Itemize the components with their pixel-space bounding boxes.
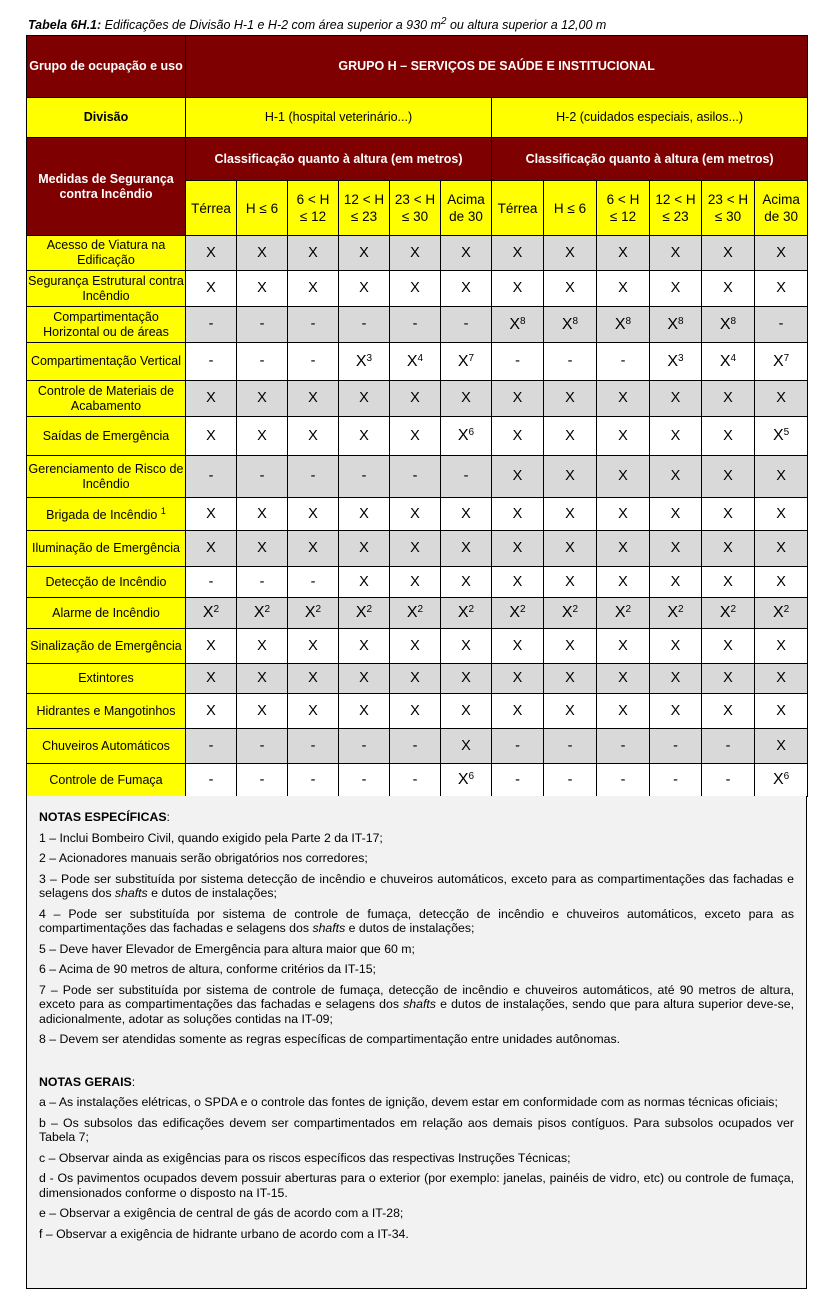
height-class-row <box>27 138 808 181</box>
height-column-header: 6 < H ≤ 12 <box>288 181 339 236</box>
requirement-cell: X <box>339 236 390 271</box>
measure-label: Hidrantes e Mangotinhos <box>27 694 186 729</box>
measure-label: Sinalização de Emergência <box>27 629 186 664</box>
requirement-cell: - <box>597 343 650 381</box>
requirement-cell: X <box>237 381 288 417</box>
requirement-cell: X <box>544 271 597 307</box>
requirement-cell: X <box>288 694 339 729</box>
requirement-cell: X <box>597 498 650 531</box>
requirement-cell: $X^2$ <box>237 598 288 629</box>
measure-label: Segurança Estrutural contra Incêndio <box>27 271 186 307</box>
requirement-cell: X <box>492 456 544 498</box>
requirement-cell: X <box>650 567 702 598</box>
division-h1: H-1 (hospital veterinário...) <box>186 98 492 138</box>
measure-label: Chuveiros Automáticos <box>27 729 186 764</box>
requirement-cell: - <box>186 729 237 764</box>
requirement-cell: - <box>441 456 492 498</box>
requirement-cell: X <box>597 694 650 729</box>
requirement-cell: $X^2$ <box>441 598 492 629</box>
requirement-cell: - <box>237 567 288 598</box>
requirement-cell: X <box>597 629 650 664</box>
requirement-cell: X <box>492 271 544 307</box>
requirement-cell: - <box>390 729 441 764</box>
note-item: b – Os subsolos das edificações devem ser compartimentados em relação aos demais pisos contíguos. Para subsolos ocupados ver Tabela 7; <box>39 1115 794 1144</box>
requirement-cell: X <box>597 236 650 271</box>
measure-label: Detecção de Incêndio <box>27 567 186 598</box>
requirement-cell: $X^2$ <box>702 598 755 629</box>
requirement-cell: X <box>288 629 339 664</box>
requirement-cell: - <box>597 729 650 764</box>
requirement-cell: $X^3$ <box>339 343 390 381</box>
requirement-cell: - <box>288 307 339 343</box>
requirement-cell: X <box>702 381 755 417</box>
requirement-cell: X <box>237 236 288 271</box>
division-h2: H-2 (cuidados especiais, asilos...) <box>492 98 808 138</box>
table-caption <box>28 16 606 32</box>
requirement-cell: - <box>288 343 339 381</box>
requirement-cell: X <box>339 664 390 694</box>
requirement-cell: - <box>237 764 288 797</box>
requirement-cell: X <box>755 664 808 694</box>
height-column-header: H ≤ 6 <box>237 181 288 236</box>
requirement-cell: X <box>390 531 441 567</box>
requirement-cell: X <box>186 629 237 664</box>
requirement-cell: X <box>390 498 441 531</box>
requirement-cell: X <box>702 236 755 271</box>
requirement-cell: $X^2$ <box>492 598 544 629</box>
requirement-cell: X <box>339 498 390 531</box>
requirement-cell: X <box>755 629 808 664</box>
requirement-cell: X <box>441 629 492 664</box>
requirement-cell: X <box>702 629 755 664</box>
group-row <box>27 36 808 98</box>
note-item: f – Observar a exigência de hidrante urbano de acordo com a IT-34. <box>39 1226 409 1241</box>
table-row <box>27 567 808 598</box>
requirement-cell: X <box>237 629 288 664</box>
requirement-cell: X <box>544 531 597 567</box>
height-column-header: 23 < H ≤ 30 <box>702 181 755 236</box>
requirement-cell: $X^8$ <box>702 307 755 343</box>
measure-label: Saídas de Emergência <box>27 417 186 456</box>
requirement-cell: - <box>339 764 390 797</box>
requirement-cell: X <box>288 236 339 271</box>
requirement-cell: X <box>441 236 492 271</box>
requirement-cell: X <box>339 567 390 598</box>
requirement-cell: X <box>492 629 544 664</box>
requirement-cell: - <box>390 307 441 343</box>
requirement-cell: X <box>544 236 597 271</box>
requirement-cell: X <box>702 694 755 729</box>
requirement-cell: X <box>186 531 237 567</box>
requirement-cell: - <box>339 456 390 498</box>
requirement-cell: X <box>650 531 702 567</box>
note-item: 2 – Acionadores manuais serão obrigatórios nos corredores; <box>39 851 368 865</box>
requirement-cell: - <box>702 764 755 797</box>
group-value: GRUPO H – SERVIÇOS DE SAÚDE E INSTITUCIONAL <box>186 36 808 98</box>
requirement-cell: $X^2$ <box>597 598 650 629</box>
measure-label: Extintores <box>27 664 186 694</box>
requirement-cell: X <box>390 271 441 307</box>
height-column-header: Térrea <box>186 181 237 236</box>
requirement-cell: $X^3$ <box>650 343 702 381</box>
requirement-cell: X <box>597 456 650 498</box>
requirement-cell: $X^2$ <box>390 598 441 629</box>
requirement-cell: X <box>755 531 808 567</box>
requirement-cell: X <box>597 531 650 567</box>
division-label: Divisão <box>27 98 186 138</box>
requirement-cell: X <box>650 456 702 498</box>
requirement-cell: - <box>339 729 390 764</box>
measure-label: Alarme de Incêndio <box>27 598 186 629</box>
notes-box <box>26 796 807 1289</box>
requirement-cell: X <box>492 381 544 417</box>
requirement-cell: X <box>544 694 597 729</box>
requirement-cell: - <box>650 729 702 764</box>
requirement-cell: X <box>237 531 288 567</box>
requirement-cell: X <box>441 271 492 307</box>
height-column-header: H ≤ 6 <box>544 181 597 236</box>
requirement-cell: X <box>755 694 808 729</box>
requirement-cell: $X^8$ <box>597 307 650 343</box>
table-row <box>27 629 808 664</box>
table-row <box>27 271 808 307</box>
requirement-cell: X <box>702 498 755 531</box>
requirement-cell: $X^2$ <box>339 598 390 629</box>
measures-label: Medidas de Segurança contra Incêndio <box>27 138 186 236</box>
requirement-cell: X <box>288 381 339 417</box>
requirement-cell: X <box>339 381 390 417</box>
requirement-cell: - <box>237 456 288 498</box>
requirement-cell: X <box>544 498 597 531</box>
requirement-cell: $X^6$ <box>755 764 808 797</box>
requirement-cell: X <box>390 694 441 729</box>
table-row <box>27 598 808 629</box>
measure-label: Iluminação de Emergência <box>27 531 186 567</box>
table-row <box>27 307 808 343</box>
requirement-cell: X <box>650 271 702 307</box>
requirement-cell: X <box>186 664 237 694</box>
requirement-cell: X <box>441 664 492 694</box>
table-row <box>27 236 808 271</box>
requirement-cell: - <box>441 307 492 343</box>
note-item: 3 – Pode ser substituída por sistema detecção de incêndio e chuveiros automáticos, exceto para as compartimentações das fachadas e selagens dos shafts e dutos de instalações; <box>39 871 794 900</box>
requirement-cell: X <box>755 729 808 764</box>
measure-label: Compartimentação Horizontal ou de áreas <box>27 307 186 343</box>
note-item: 6 – Acima de 90 metros de altura, conforme critérios da IT-15; <box>39 962 376 976</box>
requirement-cell: - <box>650 764 702 797</box>
general-notes-title: NOTAS GERAIS: <box>39 1074 136 1089</box>
table-row <box>27 417 808 456</box>
requirement-cell: X <box>492 567 544 598</box>
requirement-cell: $X^7$ <box>441 343 492 381</box>
caption-sup: 2 <box>440 16 447 27</box>
requirement-cell: X <box>390 629 441 664</box>
measure-label: Controle de Fumaça <box>27 764 186 797</box>
requirement-cell: X <box>441 498 492 531</box>
requirement-cell: X <box>186 417 237 456</box>
requirement-cell: X <box>441 694 492 729</box>
table-body <box>27 236 808 797</box>
requirements-table <box>26 35 808 797</box>
requirement-cell: X <box>288 417 339 456</box>
requirement-cell: X <box>544 456 597 498</box>
requirement-cell: X <box>237 664 288 694</box>
requirement-cell: X <box>339 271 390 307</box>
requirement-cell: $X^5$ <box>755 417 808 456</box>
requirement-cell: X <box>237 694 288 729</box>
requirement-cell: $X^6$ <box>441 764 492 797</box>
measure-label: Controle de Materiais de Acabamento <box>27 381 186 417</box>
height-column-header: 12 < H ≤ 23 <box>339 181 390 236</box>
requirement-cell: - <box>755 307 808 343</box>
requirement-cell: - <box>237 729 288 764</box>
table-row <box>27 664 808 694</box>
requirement-cell: X <box>544 567 597 598</box>
requirement-cell: X <box>441 729 492 764</box>
requirement-cell: - <box>288 729 339 764</box>
requirement-cell: X <box>702 417 755 456</box>
table-row <box>27 343 808 381</box>
requirement-cell: X <box>650 694 702 729</box>
requirement-cell: - <box>288 456 339 498</box>
requirement-cell: - <box>492 729 544 764</box>
requirement-cell: $X^6$ <box>441 417 492 456</box>
table-row <box>27 729 808 764</box>
caption-text: Edificações de Divisão H-1 e H-2 com área superior a 930 m <box>101 18 441 33</box>
requirement-cell: X <box>755 236 808 271</box>
requirement-cell: - <box>597 764 650 797</box>
requirement-cell: X <box>544 629 597 664</box>
measure-label: Compartimentação Vertical <box>27 343 186 381</box>
height-column-header: Acima de 30 <box>755 181 808 236</box>
requirement-cell: - <box>186 567 237 598</box>
requirement-cell: X <box>492 498 544 531</box>
height-column-header: 6 < H ≤ 12 <box>597 181 650 236</box>
note-item: e – Observar a exigência de central de gás de acordo com a IT-28; <box>39 1206 404 1220</box>
specific-notes-list <box>39 831 794 1047</box>
requirement-cell: X <box>186 694 237 729</box>
requirement-cell: X <box>755 498 808 531</box>
requirement-cell: X <box>544 664 597 694</box>
requirement-cell: X <box>492 531 544 567</box>
height-column-header: 23 < H ≤ 30 <box>390 181 441 236</box>
requirement-cell: X <box>597 567 650 598</box>
requirement-cell: X <box>288 498 339 531</box>
requirement-cell: X <box>650 417 702 456</box>
requirement-cell: X <box>650 664 702 694</box>
requirement-cell: X <box>390 381 441 417</box>
requirement-cell: X <box>237 498 288 531</box>
requirement-cell: X <box>237 271 288 307</box>
height-column-header: 12 < H ≤ 23 <box>650 181 702 236</box>
requirement-cell: X <box>339 531 390 567</box>
note-item: 4 – Pode ser substituída por sistema de controle de fumaça, detecção de incêndio e chuveiros automáticos, exceto para as compartimentações das fachadas e selagens dos shafts e dutos de instalações; <box>39 906 794 935</box>
requirement-cell: X <box>755 271 808 307</box>
note-item: 5 – Deve haver Elevador de Emergência para altura maior que 60 m; <box>39 941 415 956</box>
requirement-cell: - <box>288 567 339 598</box>
requirement-cell: X <box>702 271 755 307</box>
requirement-cell: X <box>597 417 650 456</box>
group-label: Grupo de ocupação e uso <box>27 36 186 98</box>
measure-label: Gerenciamento de Risco de Incêndio <box>27 456 186 498</box>
requirement-cell: $X^2$ <box>544 598 597 629</box>
height-class-h2: Classificação quanto à altura (em metros) <box>492 138 808 181</box>
requirement-cell: X <box>390 417 441 456</box>
requirement-cell: - <box>492 343 544 381</box>
requirement-cell: $X^8$ <box>492 307 544 343</box>
height-column-header: Térrea <box>492 181 544 236</box>
requirement-cell: $X^7$ <box>755 343 808 381</box>
requirement-cell: $X^4$ <box>390 343 441 381</box>
requirement-cell: X <box>339 694 390 729</box>
requirement-cell: - <box>288 764 339 797</box>
requirement-cell: X <box>702 456 755 498</box>
caption-text-after: ou altura superior a 12,00 m <box>446 18 607 33</box>
note-item: d - Os pavimentos ocupados devem possuir aberturas para o exterior (por exemplo: janelas, painéis de vidro, etc) ou controle de fumaça, dimensionados conforme o disposto na IT-15. <box>39 1171 794 1200</box>
note-item: 1 – Inclui Bombeiro Civil, quando exigido pela Parte 2 da IT-17; <box>39 830 383 845</box>
note-item: 7 – Pode ser substituída por sistema de controle de fumaça, detecção de incêndio e chuveiros automáticos, até 90 metros de altura, exceto para as compartimentações das fachadas e selagens dos shafts e dutos de instalações, sendo que para altura superior deve-se, adicionalmente, adotar as soluções contidas na IT-09; <box>39 982 794 1026</box>
requirement-cell: X <box>650 381 702 417</box>
requirement-cell: X <box>186 498 237 531</box>
requirement-cell: X <box>650 629 702 664</box>
general-notes-list <box>39 1095 794 1241</box>
requirement-cell: - <box>186 764 237 797</box>
note-item: c – Observar ainda as exigências para os riscos específicos das respectivas Instruções Técnicas; <box>39 1150 571 1165</box>
requirement-cell: - <box>390 456 441 498</box>
requirement-cell: $X^2$ <box>288 598 339 629</box>
requirement-cell: X <box>650 236 702 271</box>
requirement-cell: X <box>390 567 441 598</box>
table-row <box>27 498 808 531</box>
requirement-cell: X <box>492 694 544 729</box>
requirement-cell: $X^2$ <box>755 598 808 629</box>
height-column-header: Acima de 30 <box>441 181 492 236</box>
requirement-cell: $X^2$ <box>186 598 237 629</box>
measure-label: Acesso de Viatura na Edificação <box>27 236 186 271</box>
requirement-cell: X <box>544 381 597 417</box>
requirement-cell: - <box>186 343 237 381</box>
requirement-cell: X <box>339 629 390 664</box>
requirement-cell: X <box>186 271 237 307</box>
requirement-cell: X <box>650 498 702 531</box>
requirement-cell: X <box>339 417 390 456</box>
caption-label: Tabela 6H.1: <box>28 18 102 33</box>
requirement-cell: X <box>702 567 755 598</box>
requirement-cell: X <box>186 236 237 271</box>
requirement-cell: - <box>544 764 597 797</box>
requirement-cell: X <box>441 531 492 567</box>
specific-notes-title: NOTAS ESPECÍFICAS: <box>39 810 170 824</box>
requirement-cell: X <box>288 664 339 694</box>
requirement-cell: - <box>390 764 441 797</box>
requirement-cell: X <box>390 664 441 694</box>
requirement-cell: X <box>288 531 339 567</box>
requirement-cell: $X^8$ <box>544 307 597 343</box>
requirement-cell: $X^2$ <box>650 598 702 629</box>
requirement-cell: X <box>441 567 492 598</box>
note-item: 8 – Devem ser atendidas somente as regras específicas de compartimentação entre unidades autônomas. <box>39 1032 621 1046</box>
division-row <box>27 98 808 138</box>
requirement-cell: - <box>544 729 597 764</box>
requirement-cell: - <box>544 343 597 381</box>
requirement-cell: X <box>597 664 650 694</box>
note-item: a – As instalações elétricas, o SPDA e o controle das fontes de ignição, devem estar em conformidade com as normas técnicas oficiais; <box>39 1095 778 1109</box>
requirement-cell: X <box>390 236 441 271</box>
requirement-cell: - <box>492 764 544 797</box>
requirement-cell: X <box>441 381 492 417</box>
requirement-cell: X <box>237 417 288 456</box>
requirement-cell: X <box>755 567 808 598</box>
requirement-cell: X <box>492 417 544 456</box>
requirement-cell: X <box>702 531 755 567</box>
requirement-cell: - <box>237 343 288 381</box>
requirement-cell: X <box>597 271 650 307</box>
requirement-cell: - <box>702 729 755 764</box>
requirement-cell: - <box>339 307 390 343</box>
requirement-cell: X <box>702 664 755 694</box>
requirement-cell: X <box>186 381 237 417</box>
requirement-cell: X <box>492 236 544 271</box>
requirement-cell: X <box>288 271 339 307</box>
measure-label: Brigada de Incêndio $^1$ <box>27 498 186 531</box>
table-row <box>27 381 808 417</box>
requirement-cell: X <box>755 381 808 417</box>
requirement-cell: $X^8$ <box>650 307 702 343</box>
table-row <box>27 531 808 567</box>
height-class-h1: Classificação quanto à altura (em metros) <box>186 138 492 181</box>
requirement-cell: $X^4$ <box>702 343 755 381</box>
requirement-cell: X <box>755 456 808 498</box>
requirement-cell: X <box>597 381 650 417</box>
table-row <box>27 764 808 797</box>
table-row <box>27 456 808 498</box>
requirement-cell: - <box>186 307 237 343</box>
requirement-cell: X <box>492 664 544 694</box>
requirement-cell: X <box>544 417 597 456</box>
requirement-cell: - <box>237 307 288 343</box>
requirement-cell: - <box>186 456 237 498</box>
table-row <box>27 694 808 729</box>
